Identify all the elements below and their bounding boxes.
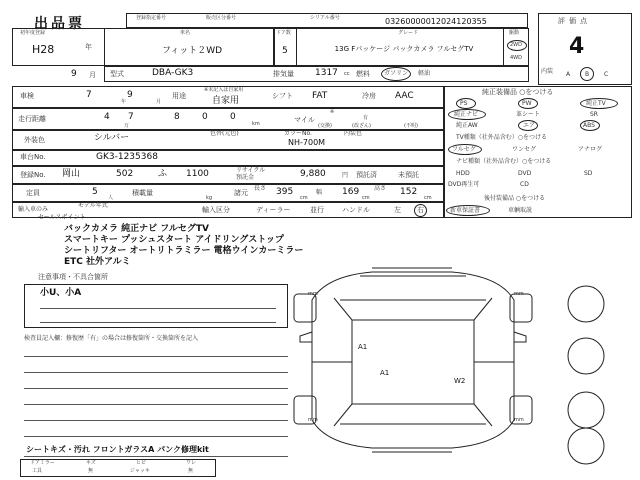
- import-parallel: 並行: [310, 206, 324, 214]
- reg-area: 岡山: [62, 169, 81, 179]
- sales-line-0: バックカメラ 純正ナビ フルセグTV: [64, 224, 210, 234]
- label-sales-point: セールスポイント: [38, 214, 86, 221]
- tv-oneseg: ワンセグ: [512, 146, 537, 153]
- legend-v-3: 無: [188, 468, 194, 474]
- equip-pw: PW: [522, 100, 532, 107]
- capacity-unit: 人: [108, 195, 114, 201]
- mileage-opt-4: (不明): [404, 123, 418, 129]
- legend-v-2: ジャッキ: [130, 468, 150, 474]
- label-recycle: リサイクル預託金: [236, 167, 266, 181]
- label-chassis: 車台No.: [20, 153, 46, 161]
- label-import: 輸入車のみ: [18, 206, 49, 213]
- displacement: 1317: [315, 68, 338, 78]
- tv-fullseg: フルセグ: [452, 146, 476, 153]
- width-unit: cm: [362, 195, 370, 201]
- mm-top-right: mm: [514, 291, 524, 297]
- load-unit: kg: [206, 195, 213, 201]
- shift: FAT: [312, 91, 328, 101]
- legend-h-2: ヒビ: [136, 460, 147, 466]
- label-mileage: 走行距離: [18, 115, 46, 123]
- height: 152: [400, 187, 418, 197]
- recycle-unit: 円: [342, 172, 349, 179]
- legend-h-0: ドアミラー: [30, 460, 55, 466]
- mileage-km: km: [252, 121, 260, 127]
- usage-note: ※未記入は自家用: [204, 87, 244, 93]
- navi-hdd: HDD: [456, 170, 470, 177]
- notes-text: 小U、小A: [40, 288, 82, 298]
- tv-type-heading: TV種類（社外品含む）○をつける: [456, 134, 548, 141]
- label-model-year: モデル年式: [78, 202, 108, 209]
- damage-a1-upper: A1: [358, 343, 368, 351]
- usage: 自家用: [212, 96, 240, 106]
- chassis: GK3-1235368: [96, 152, 158, 162]
- mileage-man: 万: [124, 123, 130, 129]
- label-grade-name: グレード: [398, 30, 419, 36]
- label-first-reg: 初年度登録: [20, 30, 46, 36]
- damage-a1-lower: A1: [380, 369, 390, 377]
- mileage-opt-2: (交換): [318, 123, 332, 129]
- navi-cd: CD: [520, 181, 529, 188]
- mileage-d4: 0: [202, 112, 208, 122]
- navi-dvd: DVD: [518, 170, 532, 177]
- inspection-month: 9: [127, 90, 133, 100]
- interior-c: C: [604, 71, 609, 78]
- car-body-outline: [312, 272, 514, 448]
- model: DBA-GK3: [152, 68, 194, 78]
- equip-navi: 純正ナビ: [454, 111, 479, 118]
- label-model: 型式: [110, 70, 124, 78]
- interior-a: A: [566, 71, 571, 78]
- mileage-opt-1: 有: [363, 115, 369, 121]
- label-size: 諸元: [234, 189, 248, 197]
- inspector-text: シートキズ・汚れ フロントガラスA パンク修理kit: [26, 445, 209, 454]
- label-fuel: 燃料: [356, 70, 370, 78]
- fuel: ガソリン: [384, 70, 409, 77]
- damage-w2: W2: [454, 377, 466, 385]
- first-reg-month: 9: [71, 69, 77, 79]
- equip-leather: 革シート: [516, 111, 541, 118]
- length-unit: cm: [300, 195, 308, 201]
- reg-class: 502: [116, 169, 134, 179]
- label-sales-no: 販売区分番号: [206, 15, 237, 21]
- handle-left: 左: [394, 206, 401, 214]
- label-doors: ドア数: [276, 30, 291, 36]
- label-width: 幅: [316, 189, 323, 196]
- label-import-class: 輸入区分: [202, 206, 230, 214]
- label-interior-color: 内装色: [344, 130, 363, 137]
- label-mile: マイル: [294, 116, 315, 124]
- first-reg-era: H28: [32, 43, 55, 56]
- navi-type-heading: ナビ種類（社外品含む）○をつける: [456, 158, 552, 165]
- reg-no: 1100: [186, 169, 209, 179]
- label-color-change: 色替(元色): [210, 130, 239, 137]
- mm-bottom-right: mm: [514, 417, 524, 423]
- color-no: NH-700M: [288, 138, 326, 147]
- first-reg-year-unit: 年: [85, 43, 92, 51]
- label-registration: 登録No.: [20, 171, 46, 179]
- label-length: 長さ: [254, 185, 267, 192]
- interior-b: B: [585, 71, 590, 78]
- sales-line-3: ETC 社外アルミ: [64, 257, 131, 267]
- label-displacement: 排気量: [273, 70, 294, 78]
- legend-h-3: ワレ: [186, 460, 197, 466]
- mm-top-left: mm: [308, 291, 318, 297]
- handle-right: 右: [417, 206, 424, 214]
- label-ac: 冷房: [362, 92, 376, 100]
- inspection-month-unit: 月: [156, 99, 162, 105]
- length: 395: [276, 187, 294, 197]
- height-unit: cm: [424, 195, 432, 201]
- label-serial: シリアル番号: [310, 15, 340, 21]
- label-color: 外装色: [24, 136, 45, 144]
- equip-airbag: エア: [523, 122, 536, 129]
- label-car-name: 車名: [180, 30, 191, 36]
- displacement-unit: cc: [344, 71, 350, 77]
- equip-alu: 純正AW: [456, 122, 478, 129]
- fuel-diesel: 軽油: [418, 70, 431, 77]
- navi-dvd-play: DVD再生可: [448, 181, 480, 188]
- capacity: 5: [92, 187, 98, 197]
- equipment-heading: 純正装備品 ○をつける: [482, 88, 554, 96]
- mileage-d3: 8: [174, 112, 180, 122]
- label-registration-no: 登録指定番号: [136, 15, 167, 21]
- sales-line-2: シートリフター オートリトラミラー 電格ウインカーミラー: [64, 246, 304, 256]
- equip-ps: PS: [460, 100, 468, 107]
- car-name: フィット２WD: [162, 46, 223, 56]
- mm-bottom-left: mm: [308, 417, 318, 423]
- serial-number: 03260000012024120355: [385, 17, 487, 26]
- sales-line-1: スマートキー プッシュスタート アイドリングストップ: [64, 235, 284, 245]
- recycle-flag: 預託済: [356, 171, 377, 179]
- drive-2wd: 2WD: [510, 42, 522, 48]
- tv-analog: アナログ: [578, 146, 603, 153]
- grade-score: 4: [569, 34, 585, 59]
- page-title: 出品票: [34, 16, 85, 32]
- label-inspector: 検査員記入欄：修復歴「有」の場合は修復箇所・交換箇所を記入: [24, 335, 199, 342]
- mileage-d2: 7: [128, 112, 134, 122]
- mileage-opt-0: ※: [330, 109, 335, 115]
- equip-sr: SR: [590, 111, 598, 118]
- reg-kana: ふ: [158, 169, 168, 179]
- legend-v-0: 工具: [32, 468, 43, 474]
- equip-tv: 純正TV: [586, 100, 606, 107]
- after-equip-heading: 後付装備品 ○をつける: [484, 195, 546, 202]
- width: 169: [342, 187, 360, 197]
- mileage-d1: 4: [104, 112, 110, 122]
- new-car-warranty: 新車保証書: [450, 207, 481, 214]
- label-height: 高さ: [374, 185, 387, 192]
- doors: 5: [282, 46, 288, 56]
- label-drive: 駆動: [509, 30, 520, 36]
- recycle-none: 未預託: [398, 171, 419, 179]
- label-color-no: カラーNo.: [284, 130, 312, 137]
- navi-sd: SD: [584, 170, 593, 177]
- label-shift: シフト: [272, 92, 293, 100]
- label-capacity: 定員: [26, 189, 40, 197]
- import-dealer: ディーラー: [256, 206, 291, 214]
- label-load: 積載量: [132, 189, 153, 197]
- mileage-d5: 0: [230, 112, 236, 122]
- label-handle: ハンドル: [342, 206, 370, 214]
- drive-4wd: 4WD: [510, 55, 522, 61]
- grade-name: 13G Fパッケージ パックカメラ フルセグTV: [334, 45, 474, 53]
- legend-v-1: 無: [88, 468, 94, 474]
- label-grade: 評価点: [558, 17, 591, 25]
- recycle: 9,880: [300, 169, 326, 179]
- first-reg-month-unit: 月: [89, 71, 96, 79]
- record-book: 車輌取説: [508, 207, 533, 214]
- mileage-opt-3: (改ざん): [352, 123, 371, 129]
- color: シルバー: [94, 133, 130, 143]
- ac: AAC: [395, 91, 414, 101]
- inspection-year: 7: [86, 90, 92, 100]
- label-interior: 内装: [541, 68, 554, 75]
- label-inspection: 車検: [20, 92, 34, 100]
- inspection-year-unit: 年: [121, 99, 127, 105]
- equip-abs: ABS: [583, 122, 595, 129]
- legend-h-1: キズ: [86, 460, 96, 466]
- label-notes: 注意事項・不具合箇所: [38, 273, 108, 281]
- label-usage: 用途: [172, 92, 186, 100]
